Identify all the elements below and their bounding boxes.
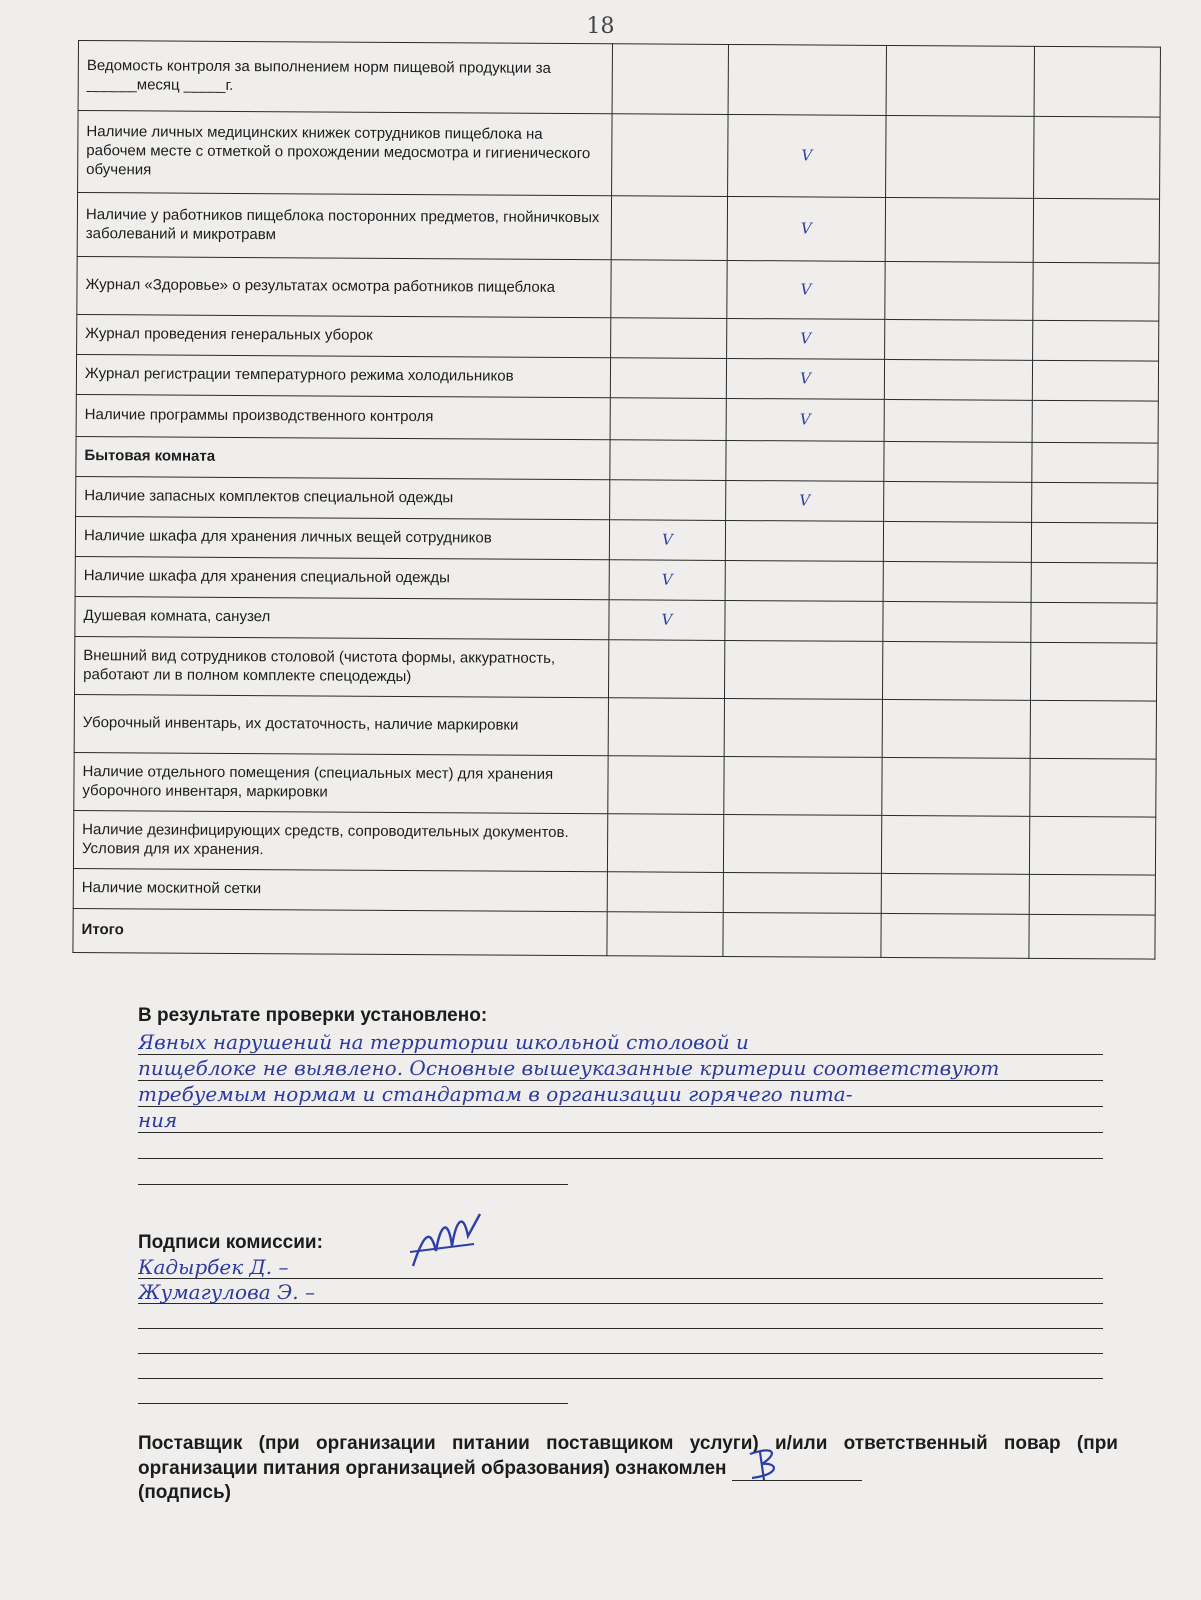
results-section bbox=[138, 1005, 1103, 1185]
table-row bbox=[74, 752, 1156, 817]
check-cell bbox=[725, 600, 883, 641]
signatures-section bbox=[138, 1232, 1103, 1404]
check-cell bbox=[610, 440, 726, 481]
criterion-label: Журнал «Здоровье» о результатах осмотра работников пищеблока bbox=[77, 256, 611, 317]
check-cell bbox=[1032, 360, 1158, 401]
check-cell bbox=[1034, 116, 1160, 199]
criterion-label: Журнал регистрации температурного режима холодильников bbox=[76, 354, 610, 397]
criterion-label: Наличие дезинфицирующих средств, сопроводительных документов. Условия для их хранения. bbox=[73, 810, 607, 871]
section-row bbox=[73, 908, 1155, 959]
signature-line bbox=[138, 1379, 568, 1404]
check-cell: V bbox=[726, 480, 884, 521]
section-header-label: Бытовая комната bbox=[76, 436, 610, 479]
table-row bbox=[78, 111, 1160, 200]
criterion-label: Наличие шкафа для хранения личных вещей сотрудников bbox=[75, 516, 609, 559]
page-number: 18 bbox=[586, 14, 615, 39]
criterion-label: Уборочный инвентарь, их достаточность, наличие маркировки bbox=[74, 694, 608, 755]
check-cell bbox=[886, 115, 1034, 198]
check-cell bbox=[1032, 400, 1158, 443]
checklist-body bbox=[73, 41, 1161, 960]
supplier-acknowledgement bbox=[138, 1432, 1118, 1506]
signatures-title: Подписи комиссии: bbox=[138, 1232, 323, 1253]
check-cell bbox=[723, 814, 881, 873]
criterion-label: Душевая комната, санузел bbox=[75, 596, 609, 639]
check-cell bbox=[885, 319, 1033, 360]
check-cell bbox=[723, 872, 881, 913]
check-cell bbox=[881, 815, 1029, 874]
check-cell bbox=[608, 698, 724, 757]
check-cell bbox=[1030, 642, 1156, 701]
criterion-label: Журнал проведения генеральных уборок bbox=[77, 314, 611, 357]
table-row bbox=[73, 868, 1155, 915]
results-title: В результате проверки установлено: bbox=[138, 1005, 488, 1026]
table-row bbox=[73, 810, 1155, 875]
check-cell: V bbox=[609, 560, 725, 601]
check-cell bbox=[1032, 442, 1158, 483]
handwritten-line: пищеблоке не выявлено. Основные вышеуказанные критерии соответствуют bbox=[138, 1055, 1103, 1081]
table-row bbox=[76, 354, 1158, 401]
signature-line bbox=[138, 1354, 1103, 1379]
criterion-label: Наличие шкафа для хранения специальной одежды bbox=[75, 556, 609, 599]
supplier-text: Поставщик (при организации питании поставщиком услуги) и/или ответственный повар (при организации питания организацией образования) ознакомлен bbox=[138, 1433, 1118, 1479]
check-cell bbox=[1033, 198, 1159, 263]
check-cell: V bbox=[727, 196, 885, 261]
check-cell: V bbox=[609, 600, 725, 641]
check-cell bbox=[724, 756, 882, 815]
check-cell bbox=[883, 601, 1031, 642]
table-row bbox=[78, 41, 1160, 118]
table-row bbox=[76, 394, 1158, 443]
supplier-signature-line bbox=[732, 1462, 862, 1481]
check-cell bbox=[885, 197, 1033, 262]
signature-line bbox=[138, 1329, 1103, 1354]
criterion-label: Наличие отдельного помещения (специальных мест) для хранения уборочного инвентаря, маркировки bbox=[74, 752, 608, 813]
handwritten-line bbox=[138, 1133, 1103, 1159]
criterion-label: Наличие у работников пищеблока посторонних предметов, гнойничковых заболеваний и микротравм bbox=[77, 193, 611, 260]
check-cell bbox=[882, 757, 1030, 816]
check-cell bbox=[611, 260, 727, 319]
check-cell bbox=[885, 261, 1033, 320]
table-row bbox=[75, 596, 1157, 643]
check-cell bbox=[886, 45, 1034, 116]
check-cell bbox=[884, 399, 1032, 442]
check-cell bbox=[607, 912, 723, 957]
check-cell bbox=[724, 698, 882, 757]
check-cell bbox=[612, 44, 728, 115]
check-cell: V bbox=[609, 520, 725, 561]
criterion-label: Внешний вид сотрудников столовой (чистота формы, аккуратность, работают ли в полном комплекте спецодежды) bbox=[75, 636, 609, 697]
criterion-label: Ведомость контроля за выполнением норм пищевой продукции за ______месяц _____г. bbox=[78, 41, 612, 114]
criterion-label: Наличие запасных комплектов специальной одежды bbox=[76, 476, 610, 519]
criterion-label: Наличие москитной сетки bbox=[73, 868, 607, 911]
check-cell bbox=[884, 441, 1032, 482]
signature-lines bbox=[138, 1254, 1103, 1404]
check-cell: V bbox=[728, 114, 886, 197]
handwritten-line: Явных нарушений на территории школьной столовой и bbox=[138, 1029, 1103, 1055]
check-cell bbox=[610, 398, 726, 441]
handwritten-line bbox=[138, 1159, 568, 1185]
check-cell bbox=[612, 114, 728, 197]
inspection-checklist-table bbox=[72, 40, 1161, 960]
check-cell bbox=[1029, 914, 1155, 959]
check-cell bbox=[726, 440, 884, 481]
table-row bbox=[75, 636, 1157, 701]
table-row bbox=[76, 476, 1158, 523]
check-cell: V bbox=[726, 358, 884, 399]
check-cell bbox=[881, 913, 1029, 958]
check-cell bbox=[1033, 320, 1159, 361]
check-cell bbox=[883, 561, 1031, 602]
check-cell bbox=[1031, 522, 1157, 563]
supplier-signature-icon bbox=[742, 1444, 792, 1484]
check-cell bbox=[884, 359, 1032, 400]
table-row bbox=[75, 556, 1157, 603]
results-lines bbox=[138, 1029, 1103, 1185]
section-row bbox=[76, 436, 1158, 483]
check-cell bbox=[725, 520, 883, 561]
check-cell bbox=[607, 872, 723, 913]
check-cell bbox=[1033, 262, 1159, 321]
check-cell bbox=[728, 44, 886, 115]
check-cell bbox=[608, 640, 724, 699]
check-cell: V bbox=[727, 318, 885, 359]
check-cell bbox=[1032, 482, 1158, 523]
check-cell bbox=[610, 358, 726, 399]
check-cell: V bbox=[727, 260, 885, 319]
check-cell bbox=[607, 814, 723, 873]
table-row bbox=[74, 694, 1156, 759]
check-cell bbox=[1031, 562, 1157, 603]
table-row bbox=[77, 314, 1159, 361]
table-row bbox=[77, 193, 1159, 264]
check-cell bbox=[724, 640, 882, 699]
signature-line: Кадырбек Д. – bbox=[138, 1254, 1103, 1279]
table-row bbox=[75, 516, 1157, 563]
check-cell bbox=[611, 196, 727, 261]
check-cell bbox=[1029, 816, 1155, 875]
check-cell bbox=[882, 641, 1030, 700]
check-cell bbox=[1030, 700, 1156, 759]
checklist-sheet bbox=[72, 40, 1160, 960]
check-cell: V bbox=[726, 398, 884, 441]
handwritten-line: ния bbox=[138, 1107, 1103, 1133]
check-cell bbox=[611, 318, 727, 359]
criterion-label: Наличие программы производственного контроля bbox=[76, 394, 610, 439]
check-cell bbox=[1034, 46, 1160, 117]
check-cell bbox=[882, 699, 1030, 758]
check-cell bbox=[723, 912, 881, 957]
criterion-label: Наличие личных медицинских книжек сотрудников пищеблока на рабочем месте с отметкой о прохождении медосмотра и гигиенического обучения bbox=[78, 111, 612, 196]
check-cell bbox=[883, 521, 1031, 562]
check-cell bbox=[1031, 602, 1157, 643]
section-header-label: Итого bbox=[73, 908, 607, 955]
check-cell bbox=[610, 480, 726, 521]
check-cell bbox=[608, 756, 724, 815]
check-cell bbox=[1029, 874, 1155, 915]
signature-caption: (подпись) bbox=[138, 1482, 231, 1504]
check-cell bbox=[881, 873, 1029, 914]
table-row bbox=[77, 256, 1159, 321]
signature-line bbox=[138, 1304, 1103, 1329]
check-cell bbox=[1030, 758, 1156, 817]
check-cell bbox=[725, 560, 883, 601]
check-cell bbox=[884, 481, 1032, 522]
signature-line: Жумагулова Э. – bbox=[138, 1279, 1103, 1304]
handwritten-line: требуемым нормам и стандартам в организации горячего пита- bbox=[138, 1081, 1103, 1107]
